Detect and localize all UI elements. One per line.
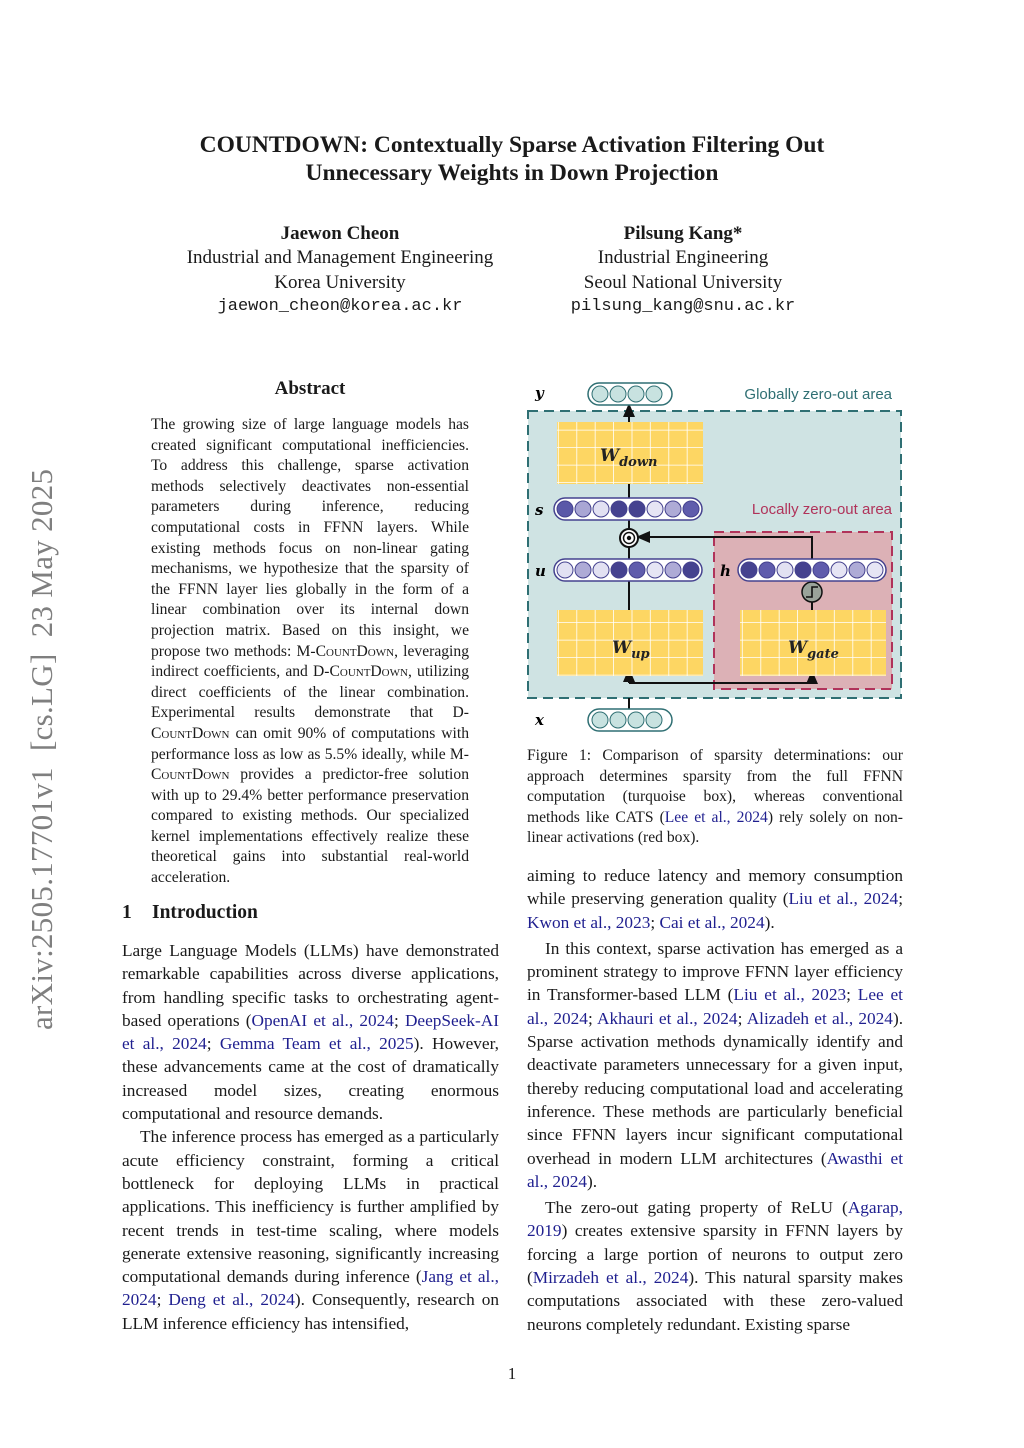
s-vector <box>554 498 702 520</box>
neuron-node <box>683 501 699 517</box>
citation-link[interactable]: Liu et al., 2023 <box>733 985 847 1005</box>
u-vector <box>554 559 702 581</box>
local-area-label: Locally zero-out area <box>751 501 892 518</box>
neuron-node <box>575 562 591 578</box>
figure-1-diagram <box>522 378 907 736</box>
neuron-node <box>831 562 847 578</box>
citation-link[interactable]: Agarap, 2019 <box>527 1198 903 1241</box>
citation-link[interactable]: OpenAI et al., 2024 <box>251 1010 394 1030</box>
svg-text:Wdown: $W_{down}$ <box>600 446 658 470</box>
w-gate-matrix <box>740 610 886 676</box>
neuron-node <box>777 562 793 578</box>
arxiv-stamp: arXiv:2505.17701v1 [cs.LG] 23 May 2025 <box>24 468 59 1030</box>
citation-link[interactable]: Lee et al., 2024 <box>527 985 903 1028</box>
citation-link[interactable]: Deng et al., 2024 <box>168 1290 295 1310</box>
citation-link[interactable]: Jang et al., 2024 <box>122 1267 499 1310</box>
y-vector <box>588 383 672 405</box>
citation-link[interactable]: DeepSeek-AI et al., 2024 <box>122 1010 499 1054</box>
citation-link[interactable]: Akhauri et al., 2024 <box>597 1008 738 1028</box>
neuron-node <box>629 501 645 517</box>
paragraph: aiming to reduce latency and memory consumption while preserving generation quality (Liu et al., 2024; Kwon et al., 2023; Cai et al., 2024). <box>527 866 904 932</box>
x-vector <box>588 709 672 731</box>
abstract-body: The growing size of large language models has created significant computational inefficiencies. To address this challenge, sparse activation methods selectively deactivates non-essential parameters during inference, reducing computational costs in FFNN layers. While existing methods focus on non-linear gating mechanisms, we hypothesize that the sparsity of the FFNN layer lies globally in the form of a linear combination over its internal down projection matrix. Based on this insight, we propose two methods: M-CountDown, leveraging indirect coefficients, and D-CountDown, utilizing direct coefficients of the linear combination. Experimental results demonstrate that D-CountDown can omit 90% of computations with performance loss as low as 5.5% ideally, while M-CountDown provides a predictor-free solution with up to 29.4% better performance preservation compared to existing methods. Our specialized kernel implementations effectively realize these theoretical gains into substantial real-world acceleration. <box>151 416 469 887</box>
svg-text:Wup: $W_{up}$ <box>612 638 650 662</box>
figure-1-caption: Figure 1: Comparison of sparsity determinations: our approach determines sparsity from the full FFNN computation (turquoise box), whereas conventional methods like CATS (Lee et al., 2024) rely solely on non-linear activations (red box). <box>527 747 903 847</box>
neuron-node <box>611 501 627 517</box>
paragraph: The zero-out gating property of ReLU (Agarap, 2019) creates extensive sparsity in FFNN layers by forcing a large portion of neurons to output zero (Mirzadeh et al., 2024). This natural sparsity makes computations associated with these zero-valued neurons completely redundant. Existing sparse <box>527 1198 903 1334</box>
neuron-node <box>867 562 883 578</box>
paragraph: Large Language Models (LLMs) have demonstrated remarkable capabilities across diverse applications, from handling specific tasks to orchestrating agent-based operations (OpenAI et al., 2024; DeepSeek-AI et al., 2024; Gemma Team et al., 2025). However, these advancements came at the cost of dramatically increased model sizes, creating enormous computational and resource demands. <box>122 941 499 1124</box>
citation-link[interactable]: Gemma Team et al., 2025 <box>219 1034 414 1054</box>
abstract-heading: Abstract <box>274 378 346 399</box>
svg-text:h: h <box>720 562 731 580</box>
neuron-node <box>611 562 627 578</box>
neuron-node <box>647 501 663 517</box>
author-email: jaewon_cheon@korea.ac.kr <box>217 296 463 316</box>
author-dept: Industrial and Management Engineering <box>186 247 494 269</box>
neuron-node <box>647 562 663 578</box>
svg-text:y: y <box>535 384 544 402</box>
svg-text:u: u <box>535 562 546 580</box>
page-number: 1 <box>507 1364 517 1383</box>
title-line-2: Unnecessary Weights in Down Projection <box>305 160 719 186</box>
author-email: pilsung_kang@snu.ac.kr <box>570 296 796 316</box>
global-area-label: Globally zero-out area <box>744 386 892 403</box>
author-block-2 <box>548 222 818 319</box>
paragraph: In this context, sparse activation has emerged as a prominent strategy to improve FFNN layer efficiency in Transformer-based LLM (Liu et al., 2023; Lee et al., 2024; Akhauri et al., 2024; Alizadeh et al., 2024). Sparse activation methods dynamically identify and deactivate parameters unnecessary for a given input, thereby reducing computational load and accelerating inference. These methods are particularly beneficial since FFNN layers incur significant computational overhead in modern LLM architectures (Awasthi et al., 2024). <box>527 938 904 1191</box>
neuron-node <box>593 562 609 578</box>
neuron-node <box>629 562 645 578</box>
author-name: Jaewon Cheon <box>280 223 400 244</box>
neuron-node <box>665 501 681 517</box>
neuron-node <box>557 562 573 578</box>
neuron-node <box>557 501 573 517</box>
svg-text:Wgate: $W_{gate}$ <box>788 638 839 662</box>
h-vector <box>738 559 886 581</box>
right-column-body <box>527 864 903 1336</box>
citation-link[interactable]: Awasthi et al., 2024 <box>527 1148 903 1191</box>
paragraph: The inference process has emerged as a particularly acute efficiency constraint, forming a critical bottleneck for deploying LLMs in practical applications. This inefficiency is further amplified by recent trends in test-time scaling, where models generate extensive reasoning, significantly increasing computational demands during inference (Jang et al., 2024; Deng et al., 2024). Consequently, research on LLM inference efficiency has intensified, <box>122 1127 499 1333</box>
section-heading-introduction: 1 Introduction <box>122 902 258 923</box>
neuron-node <box>741 562 757 578</box>
neuron-node <box>665 562 681 578</box>
neuron-node <box>849 562 865 578</box>
svg-text:s: s <box>535 501 544 519</box>
left-column-body <box>122 939 499 1335</box>
citation-link[interactable]: Cai et al., 2024 <box>659 912 765 932</box>
citation-link[interactable]: Alizadeh et al., 2024 <box>746 1008 893 1028</box>
citation-link[interactable]: Kwon et al., 2023 <box>527 912 651 932</box>
neuron-node <box>575 501 591 517</box>
author-univ: Seoul National University <box>583 271 783 293</box>
citation-link[interactable]: Liu et al., 2024 <box>788 889 899 909</box>
author-name: Pilsung Kang* <box>623 223 743 244</box>
citation-link[interactable]: Lee et al., 2024 <box>664 808 768 826</box>
neuron-node <box>759 562 775 578</box>
author-univ: Korea University <box>274 271 406 293</box>
author-dept: Industrial Engineering <box>597 247 769 269</box>
neuron-node <box>593 501 609 517</box>
author-block-1 <box>170 222 510 319</box>
svg-text:x: x <box>535 711 544 729</box>
paper-title <box>0 131 1024 187</box>
w-down-matrix <box>557 422 703 484</box>
citation-link[interactable]: Mirzadeh et al., 2024 <box>532 1268 689 1288</box>
neuron-node <box>795 562 811 578</box>
neuron-node <box>683 562 699 578</box>
title-line-1: COUNTDOWN: Contextually Sparse Activation Filtering Out <box>199 132 825 158</box>
neuron-node <box>813 562 829 578</box>
